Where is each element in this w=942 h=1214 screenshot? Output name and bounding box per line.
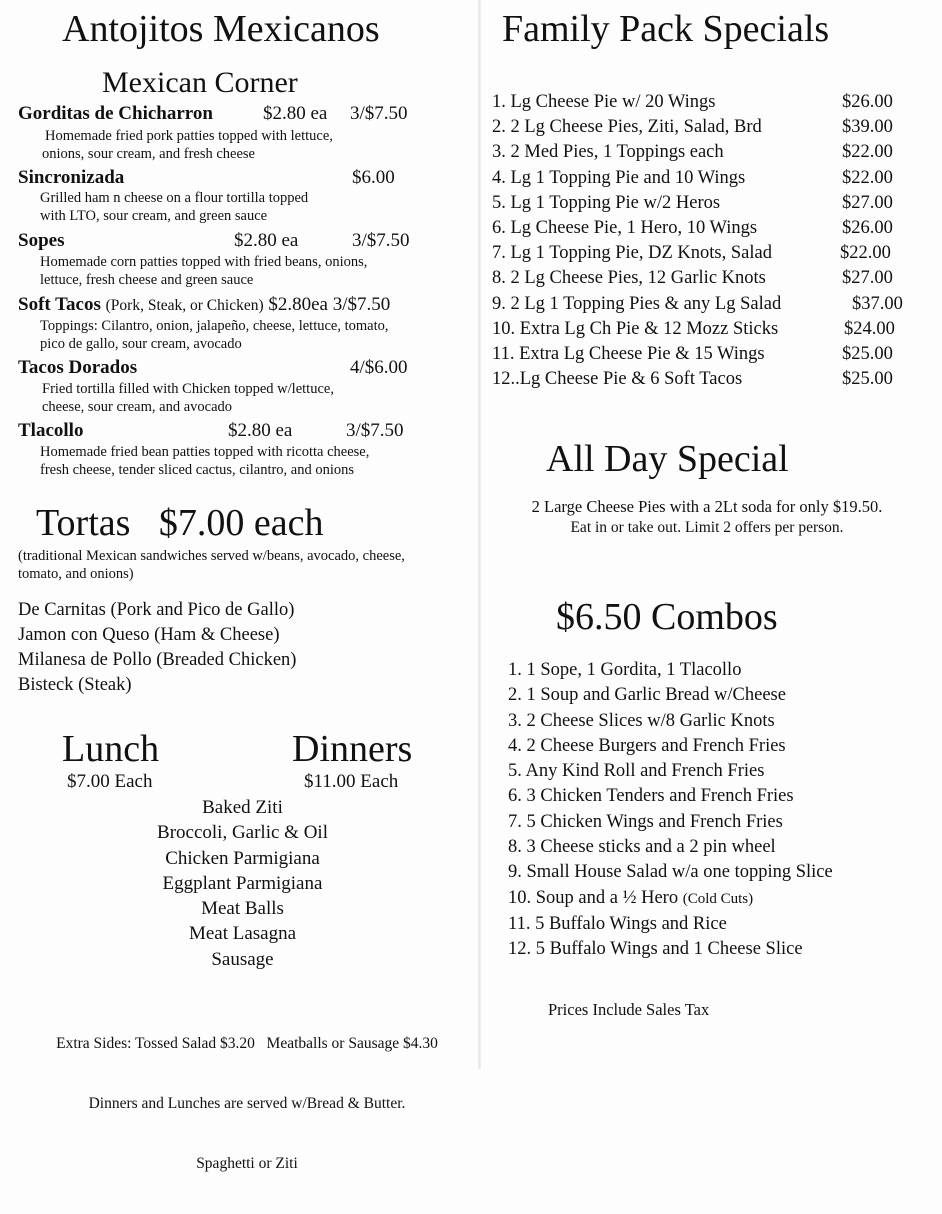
- item-price: $2.80 ea: [263, 103, 328, 124]
- combo-item: 5. Any Kind Roll and French Fries: [508, 761, 765, 782]
- combos-title: $6.50 Combos: [556, 596, 778, 638]
- combo-item: 4. 2 Cheese Burgers and French Fries: [508, 735, 786, 756]
- item-note: (Pork, Steak, or Chicken): [105, 297, 264, 314]
- item-deal: 4/$6.00: [350, 357, 408, 378]
- family-item: 1. Lg Cheese Pie w/ 20 Wings $26.00: [492, 92, 893, 112]
- ld-item: Baked Ziti: [202, 797, 283, 818]
- item-deal: 3/$7.50: [332, 294, 391, 315]
- family-pack-title: Family Pack Specials: [502, 8, 830, 50]
- ld-item: Chicken Parmigiana: [165, 847, 320, 869]
- item-price: $2.80ea: [268, 294, 328, 315]
- torta-item: Milanesa de Pollo (Breaded Chicken): [18, 650, 297, 670]
- item-desc: fresh cheese, tender sliced cactus, cilantro, and onions: [40, 462, 355, 478]
- lunch-price: $7.00 Each: [67, 771, 153, 792]
- item-deal: 3/$7.50: [352, 230, 410, 251]
- item-name: Sincronizada: [18, 167, 125, 188]
- item-price: $2.80 ea: [228, 420, 293, 441]
- combo-item: 10. Soup and a ½ Hero (Cold Cuts): [508, 887, 754, 908]
- item-desc: cheese, sour cream, and avocado: [42, 399, 233, 415]
- family-list: [492, 90, 932, 392]
- item-name: Tacos Dorados: [18, 357, 138, 378]
- combo-item: 9. Small House Salad w/a one topping Slice: [508, 862, 833, 883]
- item-deal: 3/$7.50: [350, 103, 408, 124]
- item-desc: Fried tortilla filled with Chicken topped w/lettuce,: [42, 381, 334, 397]
- lunch-heading: Lunch: [62, 728, 160, 770]
- item-price: $2.80 ea: [234, 230, 299, 251]
- ld-item: Broccoli, Garlic & Oil: [157, 822, 328, 844]
- ld-item: Eggplant Parmigiana: [162, 872, 323, 894]
- item-desc: Grilled ham n cheese on a flour tortilla topped: [40, 190, 309, 206]
- extras-line: Dinners and Lunches are served w/Bread & Butter.: [88, 1095, 406, 1112]
- combo-item: 11. 5 Buffalo Wings and Rice: [508, 913, 727, 934]
- dinners-heading: Dinners: [292, 728, 413, 770]
- item-desc: Homemade fried bean patties topped with ricotta cheese,: [40, 444, 370, 460]
- all-day-line: 2 Large Cheese Pies with a 2Lt soda for only $19.50.: [531, 497, 883, 516]
- ld-item: Meat Lasagna: [188, 923, 297, 945]
- combo-item: 2. 1 Soup and Garlic Bread w/Cheese: [508, 685, 786, 706]
- antojitos-title: Antojitos Mexicanos: [62, 8, 380, 50]
- combo-note: (Cold Cuts): [682, 890, 754, 907]
- combo-item: 6. 3 Chicken Tenders and French Fries: [508, 786, 794, 807]
- family-item: 10. Extra Lg Ch Pie & 12 Mozz Sticks $24.00: [492, 318, 895, 339]
- item-desc: Homemade fried pork patties topped with lettuce,: [45, 128, 333, 144]
- family-item: 12..Lg Cheese Pie & 6 Soft Tacos $25.00: [492, 369, 893, 390]
- combo-item: 3. 2 Cheese Slices w/8 Garlic Knots: [508, 710, 775, 731]
- tortas-title: Tortas $7.00 each: [36, 502, 324, 544]
- combo-item: 7. 5 Chicken Wings and French Fries: [508, 811, 783, 832]
- item-name: Soft Tacos: [18, 294, 101, 315]
- tax-note: Prices Include Sales Tax: [548, 1000, 710, 1019]
- combo-item: 12. 5 Buffalo Wings and 1 Cheese Slice: [508, 939, 803, 960]
- item-desc: lettuce, fresh cheese and green sauce: [40, 272, 254, 288]
- family-item: 6. Lg Cheese Pie, 1 Hero, 10 Wings $26.00: [492, 217, 893, 238]
- extras-line: Extra Sides: Tossed Salad $3.20 Meatballs or Sausage $4.30: [56, 1035, 438, 1052]
- combo-item: 1. 1 Sope, 1 Gordita, 1 Tlacollo: [508, 660, 742, 680]
- lunch-dinner-list: [0, 795, 485, 972]
- extras-line: Spaghetti or Ziti: [196, 1155, 298, 1172]
- item-name: Tlacollo: [18, 420, 84, 441]
- family-item: 2. 2 Lg Cheese Pies, Ziti, Salad, Brd $39.00: [492, 117, 893, 138]
- family-item: 5. Lg 1 Topping Pie w/2 Heros $27.00: [492, 192, 893, 213]
- item-price: $6.00: [352, 167, 395, 188]
- tortas-note: tomato, and onions): [18, 566, 134, 582]
- all-day-block: [484, 496, 930, 538]
- item-desc: with LTO, sour cream, and green sauce: [40, 208, 268, 224]
- mexican-corner-heading: Mexican Corner: [102, 66, 298, 99]
- item-desc: Toppings: Cilantro, onion, jalapeño, cheese, lettuce, tomato,: [40, 318, 389, 334]
- item-desc: onions, sour cream, and fresh cheese: [42, 146, 255, 162]
- soft-tacos-line: [18, 294, 390, 317]
- family-item: 11. Extra Lg Cheese Pie & 15 Wings $25.00: [492, 343, 893, 364]
- family-item: 3. 2 Med Pies, 1 Toppings each $22.00: [492, 142, 893, 163]
- combo-list: [508, 658, 833, 963]
- family-item: 8. 2 Lg Cheese Pies, 12 Garlic Knots $27.00: [492, 268, 893, 289]
- item-desc: pico de gallo, sour cream, avocado: [40, 336, 242, 352]
- ld-item: Meat Balls: [201, 898, 284, 920]
- family-item: 4. Lg 1 Topping Pie and 10 Wings $22.00: [492, 167, 893, 188]
- torta-item: Jamon con Queso (Ham & Cheese): [18, 625, 280, 645]
- ld-item: Sausage: [211, 948, 274, 970]
- torta-item: Bisteck (Steak): [18, 675, 132, 695]
- combo-item: 8. 3 Cheese sticks and a 2 pin wheel: [508, 837, 776, 858]
- extras-block: [0, 994, 494, 1214]
- item-name: Gorditas de Chicharron: [18, 103, 213, 124]
- torta-item: De Carnitas (Pork and Pico de Gallo): [18, 600, 295, 620]
- item-desc: Homemade corn patties topped with fried beans, onions,: [40, 254, 368, 270]
- item-deal: 3/$7.50: [346, 420, 404, 441]
- dinners-price: $11.00 Each: [304, 771, 399, 792]
- family-item: 7. Lg 1 Topping Pie, DZ Knots, Salad $22.00: [492, 243, 891, 264]
- tortas-note: (traditional Mexican sandwiches served w/beans, avocado, cheese,: [18, 548, 405, 564]
- family-item: 9. 2 Lg 1 Topping Pies & any Lg Salad $37.00: [492, 293, 903, 314]
- all-day-line: Eat in or take out. Limit 2 offers per person.: [570, 519, 844, 536]
- item-name: Sopes: [18, 230, 65, 251]
- all-day-special-title: All Day Special: [546, 438, 789, 480]
